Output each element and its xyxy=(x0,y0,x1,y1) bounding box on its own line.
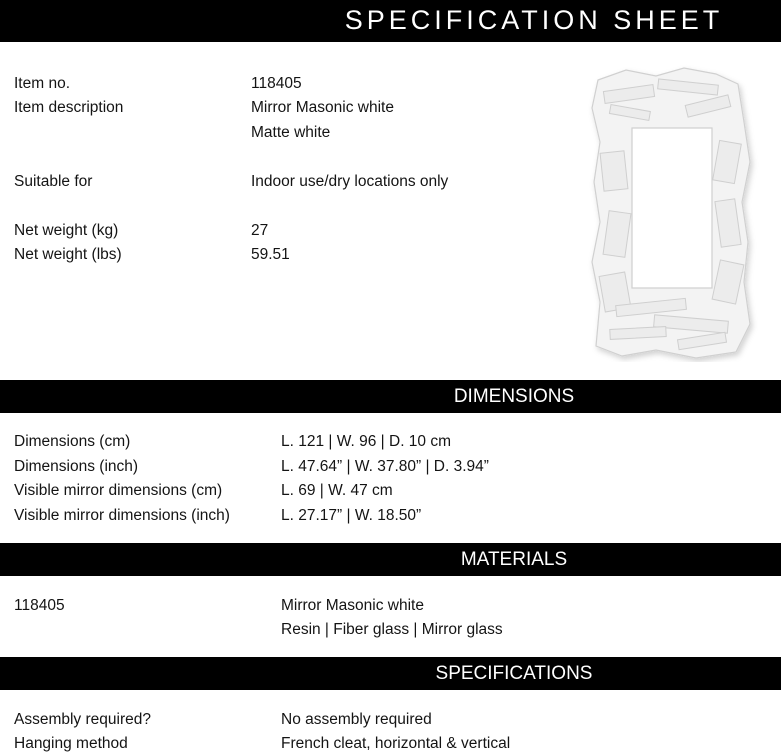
hanging-method-value: French cleat, horizontal & vertical xyxy=(281,735,511,752)
page-title: SPECIFICATION SHEET xyxy=(344,5,724,35)
materials-bar xyxy=(0,543,781,576)
materials-composition-value: Resin | Fiber glass | Mirror glass xyxy=(281,621,503,638)
materials-name-value: Mirror Masonic white xyxy=(281,597,424,614)
suitable-for-value: Indoor use/dry locations only xyxy=(251,173,449,190)
net-weight-lbs-label: Net weight (lbs) xyxy=(14,246,122,263)
dimensions-inch-value: L. 47.64” | W. 37.80” | D. 3.94” xyxy=(281,458,489,475)
dimensions-bar xyxy=(0,380,781,413)
net-weight-kg-value: 27 xyxy=(251,222,269,239)
suitable-for-label: Suitable for xyxy=(14,173,93,190)
item-description-value: Mirror Masonic white xyxy=(251,99,394,116)
product-image xyxy=(566,62,766,362)
item-no-label: Item no. xyxy=(14,75,70,92)
hanging-method-label: Hanging method xyxy=(14,735,128,752)
assembly-label: Assembly required? xyxy=(14,711,151,728)
visible-mirror-inch-value: L. 27.17” | W. 18.50” xyxy=(281,507,422,524)
dimensions-cm-label: Dimensions (cm) xyxy=(14,433,131,450)
visible-mirror-cm-label: Visible mirror dimensions (cm) xyxy=(14,482,223,499)
specifications-bar xyxy=(0,657,781,690)
visible-mirror-cm-value: L. 69 | W. 47 cm xyxy=(281,482,393,499)
dimensions-heading: DIMENSIONS xyxy=(453,386,575,407)
item-description-label: Item description xyxy=(14,99,124,116)
net-weight-lbs-value: 59.51 xyxy=(251,246,290,263)
dimensions-cm-value: L. 121 | W. 96 | D. 10 cm xyxy=(281,433,452,450)
dimensions-inch-label: Dimensions (inch) xyxy=(14,458,139,475)
materials-heading: MATERIALS xyxy=(460,549,568,570)
visible-mirror-inch-label: Visible mirror dimensions (inch) xyxy=(14,507,230,524)
assembly-value: No assembly required xyxy=(281,711,432,728)
net-weight-kg-label: Net weight (kg) xyxy=(14,222,119,239)
specifications-heading: SPECIFICATIONS xyxy=(435,663,593,684)
materials-item-no: 118405 xyxy=(14,597,65,614)
header-bar xyxy=(0,0,781,42)
item-finish-value: Matte white xyxy=(251,124,331,141)
item-no-value: 118405 xyxy=(251,75,302,92)
